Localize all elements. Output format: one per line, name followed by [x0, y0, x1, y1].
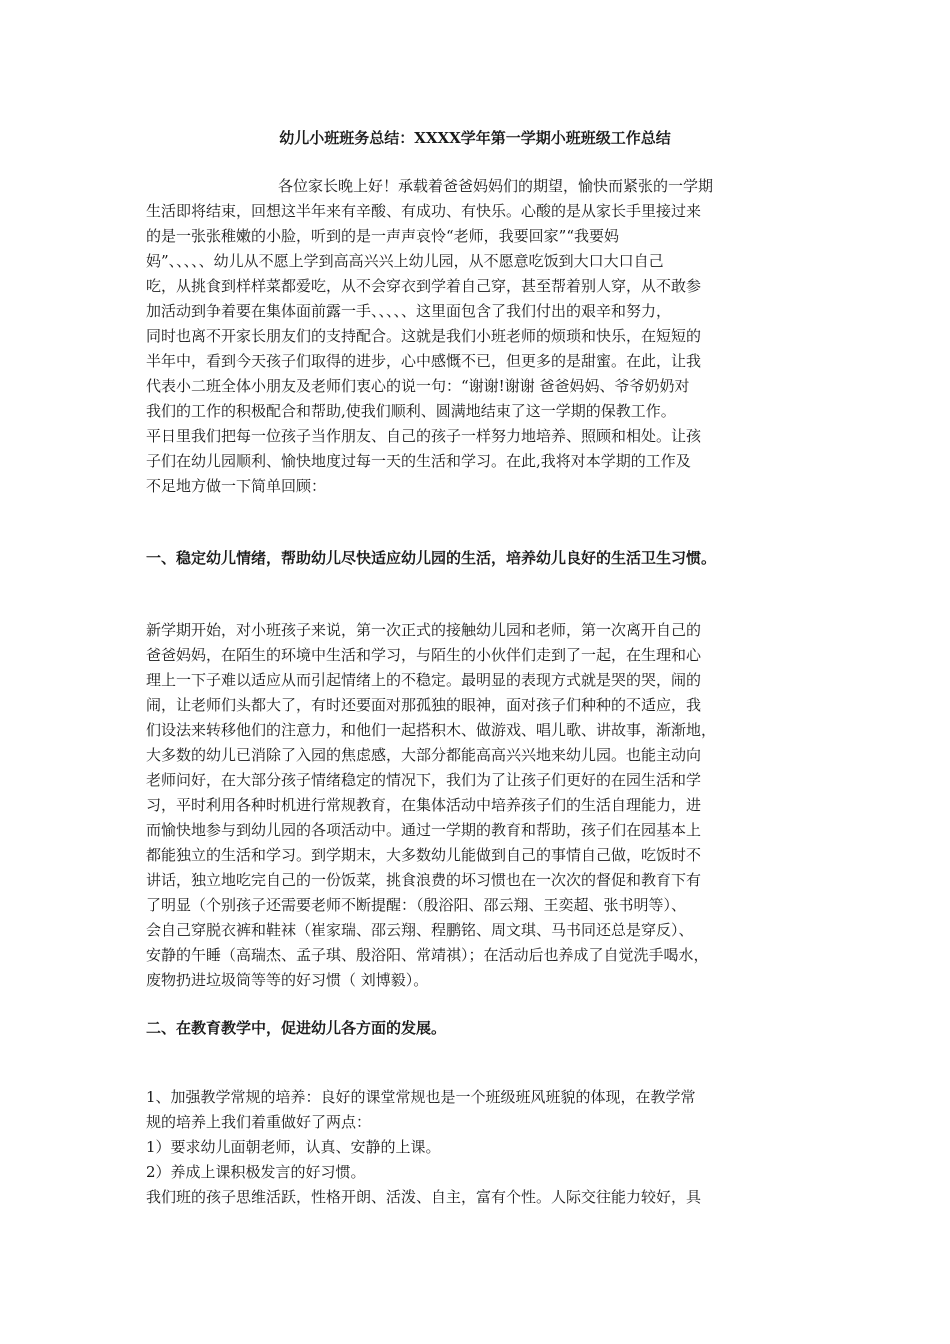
text-line: 了明显（个别孩子还需要老师不断提醒：（殷浴阳、邵云翔、王奕超、张书明等）、	[146, 896, 687, 914]
text-line: 讲话，独立地吃完自己的一份饭菜，挑食浪费的坏习惯也在一次次的督促和教育下有	[146, 871, 702, 889]
text-line: 都能独立的生活和学习。到学期末，大多数幼儿能做到自己的事情自己做，吃饭时不	[146, 846, 702, 864]
text-line: 们设法来转移他们的注意力，和他们一起搭积木、做游戏、唱儿歌、讲故事，渐渐地，	[146, 721, 717, 739]
text-line: 安静的午睡（高瑞杰、孟子琪、殷浴阳、常靖祺）；在活动后也养成了自觉洗手喝水，	[146, 946, 709, 964]
text-line: 的是一张张稚嫩的小脸，听到的是一声声哀怜“老师，我要回家”“我要妈	[146, 227, 620, 245]
text-line: 同时也离不开家长朋友们的支持配合。这就是我们小班老师的烦琐和快乐，在短短的	[146, 327, 702, 345]
section-1-heading: 一、稳定幼儿情绪，帮助幼儿尽快适应幼儿园的生活，培养幼儿良好的生活卫生习惯。	[146, 549, 717, 567]
text-line: 半年中，看到今天孩子们取得的进步，心中感慨不已，但更多的是甜蜜。在此，让我	[146, 352, 702, 370]
text-line: 我们的工作的积极配合和帮助,使我们顺利、圆满地结束了这一学期的保教工作。	[146, 402, 676, 420]
text-line: 爸爸妈妈，在陌生的环境中生活和学习，与陌生的小伙伴们走到了一起，在生理和心	[146, 646, 702, 664]
text-line: 子们在幼儿园顺利、愉快地度过每一天的生活和学习。在此,我将对本学期的工作及	[146, 452, 691, 470]
text-line: 不足地方做一下简单回顾：	[146, 477, 327, 495]
text-line: 各位家长晚上好！承载着爸爸妈妈们的期望，愉快而紧张的一学期	[278, 177, 714, 195]
text-line: 习，平时利用各种时机进行常规教育，在集体活动中培养孩子们的生活自理能力，进	[146, 796, 702, 814]
text-line: 新学期开始，对小班孩子来说，第一次正式的接触幼儿园和老师，第一次离开自己的	[146, 621, 702, 639]
text-line: 生活即将结束，回想这半年来有辛酸、有成功、有快乐。心酸的是从家长手里接过来	[146, 202, 702, 220]
text-line: 大多数的幼儿已消除了入园的焦虑感，大部分都能高高兴兴地来幼儿园。也能主动向	[146, 746, 702, 764]
text-line: 代表小二班全体小朋友及老师们衷心的说一句：“谢谢!谢谢 爸爸妈妈、爷爷奶奶对	[146, 377, 690, 395]
text-line: 平日里我们把每一位孩子当作朋友、自己的孩子一样努力地培养、照顾和相处。让孩	[146, 427, 702, 445]
text-line: 吃，从挑食到样样菜都爱吃，从不会穿衣到学着自己穿，甚至帮着别人穿，从不敢参	[146, 277, 702, 295]
text-line: 废物扔进垃圾筒等等的好习惯（ 刘博毅）。	[146, 971, 429, 989]
text-line: 老师问好，在大部分孩子情绪稳定的情况下，我们为了让孩子们更好的在园生活和学	[146, 771, 702, 789]
section-2-heading: 二、在教育教学中，促进幼儿各方面的发展。	[146, 1019, 447, 1037]
document-title: 幼儿小班班务总结：XXXX学年第一学期小班班级工作总结	[279, 129, 671, 147]
text-line: 规的培养上我们着重做好了两点：	[146, 1113, 372, 1131]
text-line: 闹，让老师们头都大了，有时还要面对那孤独的眼神，面对孩子们种种的不适应，我	[146, 696, 702, 714]
text-line: 妈”、、、、、幼儿从不愿上学到高高兴兴上幼儿园，从不愿意吃饭到大口大口自己	[146, 252, 664, 270]
text-line: 2）养成上课积极发言的好习惯。	[146, 1163, 366, 1181]
text-line: 理上一下子难以适应从而引起情绪上的不稳定。最明显的表现方式就是哭的哭，闹的	[146, 671, 702, 689]
text-line: 1、加强教学常规的培养：良好的课堂常规也是一个班级班风班貌的体现，在教学常	[146, 1088, 696, 1106]
text-line: 加活动到争着要在集体面前露一手、、、、、这里面包含了我们付出的艰辛和努力，	[146, 302, 672, 320]
text-line: 而愉快地参与到幼儿园的各项活动中。通过一学期的教育和帮助，孩子们在园基本上	[146, 821, 702, 839]
text-line: 我们班的孩子思维活跃，性格开朗、活泼、自主，富有个性。人际交往能力较好，具	[146, 1188, 702, 1206]
text-line: 1）要求幼儿面朝老师，认真、安静的上课。	[146, 1138, 441, 1156]
text-line: 会自己穿脱衣裤和鞋袜（崔家瑞、邵云翔、程鹏铭、周文琪、马书同还总是穿反）、	[146, 921, 694, 939]
